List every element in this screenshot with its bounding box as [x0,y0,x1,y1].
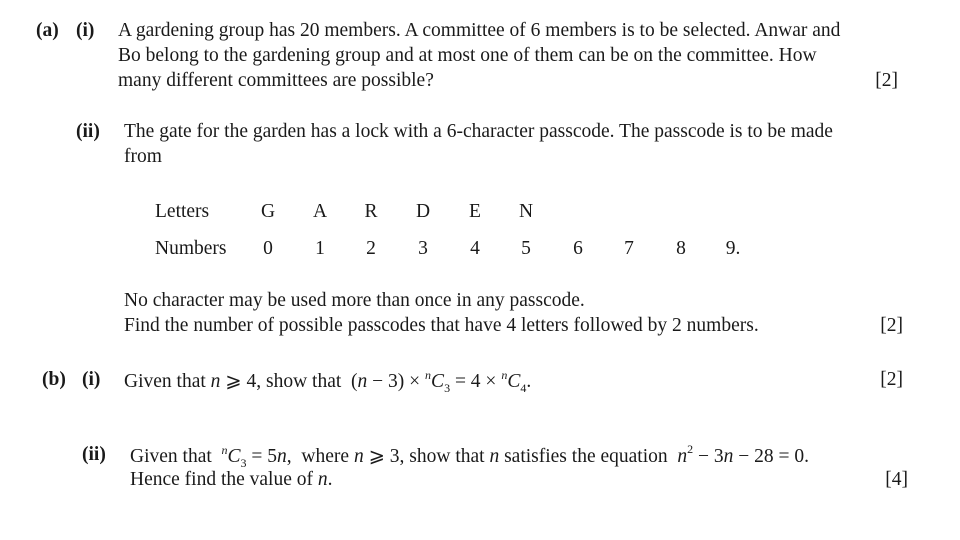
letter-cell: D [415,201,431,222]
question-a-ii-task: Find the number of possible passcodes that have 4 letters followed by 2 numbers. [124,315,759,336]
marks-b-i: [2] [880,369,903,390]
question-a-ii-line-2: from [124,146,162,167]
question-a-ii-rule: No character may be used more than once in any passcode. [124,290,585,311]
part-b-ii-label: (ii) [82,444,106,465]
question-a-i-line-3: many different committees are possible? [118,70,434,91]
letter-cell: A [312,201,328,222]
part-a-i-label: (i) [76,20,95,41]
number-cell: 7 [624,238,634,259]
part-a-ii-label: (ii) [76,121,100,142]
question-b-i: Given that n ⩾ 4, show that $(n - 3) \times ^nC_3 = 4 \times ^nC_4$. [124,368,532,395]
part-b-label: (b) [42,369,66,390]
letter-cell: N [518,201,534,222]
marks-a-i: [2] [875,70,898,91]
question-a-i-line-1: A gardening group has 20 members. A committee of 6 members is to be selected. Anwar and [118,20,841,41]
marks-a-ii: [2] [880,315,903,336]
letter-cell: G [260,201,276,222]
number-cell: 1 [315,238,325,259]
question-a-ii-line-1: The gate for the garden has a lock with a 6-character passcode. The passcode is to be made [124,121,833,142]
number-cell: 9. [725,238,741,259]
letters-label: Letters [155,201,210,222]
question-b-ii-line-2: Hence find the value of n. [130,469,333,490]
marks-b-ii: [4] [885,469,908,490]
number-cell: 6 [573,238,583,259]
given-combination: $^nC_3 = 5n$, [221,443,292,470]
number-cell: 5 [521,238,531,259]
letter-cell: R [364,201,378,222]
question-b-ii-line-1: Given that $^nC_3 = 5n$, where n ⩾ 3, show that n satisfies the equation $n^2 - 3n - 28 = 0$. [130,442,809,470]
part-a-label: (a) [36,20,59,41]
number-cell: 0 [263,238,273,259]
quadratic-equation: $n^2 - 3n - 28 = 0$. [677,442,809,467]
number-cell: 3 [418,238,428,259]
letter-cell: E [469,201,481,222]
number-cell: 8 [676,238,686,259]
question-a-i-line-2: Bo belong to the gardening group and at most one of them can be on the committee. How [118,45,817,66]
numbers-label: Numbers [155,238,227,259]
number-cell: 2 [366,238,376,259]
number-cell: 4 [470,238,480,259]
combination-identity: $(n - 3) \times ^nC_3 = 4 \times ^nC_4$. [351,368,532,395]
part-b-i-label: (i) [82,369,101,390]
